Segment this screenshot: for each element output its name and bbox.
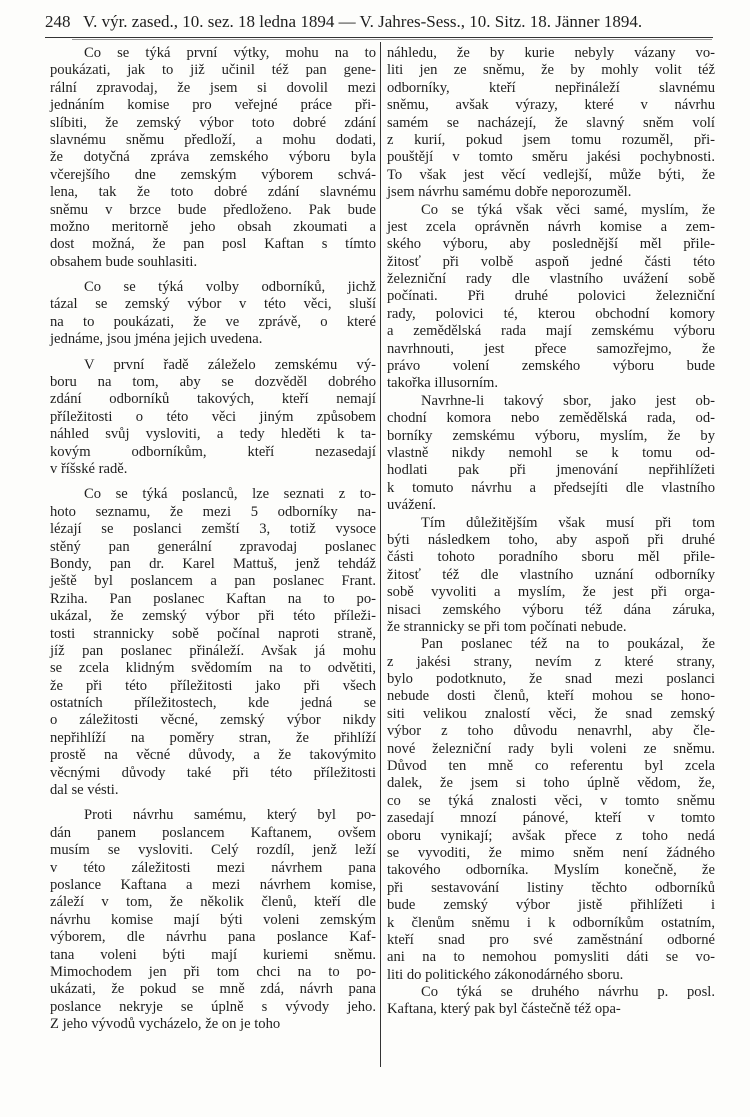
text-line: ského výboru, aby poslednější měl přile- (387, 236, 715, 253)
text-line: o záležitosti věcné, zemský výbor nikdy (50, 712, 376, 729)
text-line: ukázati, že pokud se mně zdá, návrh pana (50, 981, 376, 998)
text-line: možno meritorně jeho obsah zkoumati a (50, 218, 376, 235)
text-line: jednáním komise pro veřejné práce při- (50, 97, 376, 114)
text-line: z jakési strany, nevím z které strany, (387, 653, 715, 670)
text-line: ukázal, že zemský výbor při této příleži- (50, 608, 376, 625)
text-line: náhled svůj vysloviti, a tedy hleděti k ta- (50, 426, 376, 443)
running-title (83, 12, 642, 32)
text-line: Co se týká volby odborníků, jichž (84, 279, 376, 296)
paragraph (387, 984, 715, 1019)
running-title-czech: V. výr. zased., 10. sez. 18 ledna 1894 (83, 12, 335, 31)
text-line: takového odborníka. Myslím konečně, že (387, 862, 715, 879)
text-line: Navrhne-li takový sbor, jako jest ob- (421, 392, 715, 409)
text-line: ani na to nemohou pomysliti dáti se vo- (387, 949, 715, 966)
text-line: Co se týká první výtky, mohu na to (84, 45, 376, 61)
paragraph (50, 486, 376, 799)
text-line: V první řadě záleželo zemskému vý- (84, 356, 376, 373)
text-line: slavnému sněmu předloží, a mohu dodati, (50, 131, 376, 148)
text-line: stěný pan generální zpravodaj poslanec (50, 538, 376, 555)
text-line: k tomuto návrhu a předsejíti dle vlastního (387, 479, 715, 496)
text-line: lézají se poslanci zemští 3, totiž vysoce (50, 521, 376, 538)
text-line: žitosť při volbě aspoň jedné části této (387, 253, 715, 270)
paragraph (50, 45, 376, 271)
text-line: z kurií, pokud jsem tomu rozuměl, při- (387, 131, 715, 148)
text-line: Proti návrhu samému, který byl po- (84, 807, 376, 824)
text-line: nebude dosti členů, kteří mohou se hono- (387, 688, 715, 705)
text-line: záleží v tom, že několik členů, kteří dle (50, 894, 376, 911)
text-line: náhledu, že by kurie nebyly vázany vo- (387, 45, 715, 61)
text-line: samém se nacházejí, že slavný sněm volí (387, 114, 715, 131)
text-line: bude zemský výbor jistě přihlížeti i (387, 897, 715, 914)
paragraph (387, 636, 715, 984)
text-line: že strannicky se při tom počínati nebude. (387, 618, 627, 635)
text-line: návrhu komise mají býti voleni zemským (50, 911, 376, 928)
text-line: při sestavování listiny těchto odborníků (387, 879, 715, 896)
text-line: v říšské radě. (50, 460, 128, 477)
text-line: že dotyčná zpráva zemského výboru byla (50, 149, 376, 166)
text-line: Z jeho vývodů vycházelo, že on je toho (50, 1016, 281, 1033)
text-line: dal se vésti. (50, 782, 119, 799)
text-line: poslance Kaftana a mezi návrhem komise, (50, 876, 376, 893)
text-line: kovým odborníkům, kteří nezasedají (50, 443, 376, 460)
text-line: Co se týká poslanců, lze seznati z to- (84, 486, 376, 503)
text-line: oboru vynikají; avšak přece z toho nedá (387, 827, 715, 844)
paragraph (50, 357, 376, 479)
running-title-separator: — (338, 12, 356, 31)
text-line: že při této příležitosti jako při všech (50, 677, 376, 694)
text-line: jsem návrhu samému dobře neporozuměl. (387, 184, 632, 201)
text-line: Co se týká však věci samé, myslím, že (421, 201, 715, 218)
text-line: žitosť též dle vlastního uznání odborníky (387, 566, 715, 583)
paragraph (387, 515, 715, 637)
text-line: jednáme, jsou jména jejich uvedena. (50, 331, 263, 348)
text-line: hodlati pak při jmenování nepřihlížeti (387, 462, 715, 479)
text-line: navrhnouti, jest přece samozřejmo, že (387, 340, 715, 357)
paragraph (387, 202, 715, 393)
text-line: nové železniční rady byli voleni ze sněmu. (387, 740, 715, 757)
text-line: Tím důležitějším však musí při tom (421, 514, 715, 531)
text-line: dán panem poslancem Kaftanem, ovšem (50, 824, 376, 841)
text-line: vlastně nikdy nemohl se k tomu od- (387, 444, 715, 461)
text-line: výborem, dle návrhu pana poslance Kaf- (50, 929, 376, 946)
text-line: dalek, že jsem si toho úplně vědom, že, (387, 775, 715, 792)
text-line: liti do politického zákonodárného sboru. (387, 966, 624, 983)
text-line: Pan poslanec též na to poukázal, že (421, 636, 715, 653)
page-header (45, 12, 713, 34)
header-rule-secondary (72, 39, 712, 40)
text-line: počínati. Při druhé polovici železniční (387, 288, 715, 305)
running-title-german: V. Jahres-Sess., 10. Sitz. 18. Jänner 1894. (359, 12, 643, 31)
paragraph (387, 393, 715, 515)
text-line: boru na tom, aby se dozvěděl dobrého (50, 374, 376, 391)
text-line: slíbiti, že zemský výbor toto dobré zdání (50, 114, 376, 131)
text-line: poslance nekryje se úplně s vývody jeho. (50, 998, 376, 1015)
text-line: zdání odborníků takových, kteří nemají (50, 391, 376, 408)
text-line: věcnými důvody také při této příležitosti (50, 764, 376, 781)
text-line: včerejšího dne zemským výborem schvá- (50, 166, 376, 183)
text-line: sněmu, avšak výrazy, které v návrhu (387, 97, 715, 114)
text-line: liti jen ze sněmu, že by mohly volit též (387, 62, 715, 79)
text-line: na to poukázati, že ve zprávě, o které (50, 313, 376, 330)
text-line: Rziha. Pan poslanec Kaftan na to po- (50, 590, 376, 607)
text-line: co se týká znalosti věci, v tomto sněmu (387, 792, 715, 809)
text-line: dost možná, že pan posl Kaftan s tímto (50, 236, 376, 253)
column-divider (380, 42, 381, 1067)
text-line: chodní komora nebo zemědělská rada, od- (387, 410, 715, 427)
text-line: sněmu v brzce bude předloženo. Pak bude (50, 201, 376, 218)
text-line: To však jest věcí vedlejší, může býti, že (387, 166, 715, 183)
paragraph (387, 45, 715, 202)
text-line: Důvod ten mně co referentu byl zcela (387, 758, 715, 775)
text-line: rady, polovici té, kterou obchodní komory (387, 305, 715, 322)
text-line: tana voleni býti mají kuriemi sněmu. (50, 946, 376, 963)
text-line: nisaci zemského výboru též dána záruka, (387, 601, 715, 618)
text-line: k členům sněmu i k odborníkům ostatním, (387, 914, 715, 931)
text-line: odborníky, kteří nepřináleží slavnému (387, 79, 715, 96)
text-line: rální zpravodaj, že jsem si dovolil mezi (50, 79, 376, 96)
text-line: siti velikou znalostí věci, že snad zemský (387, 705, 715, 722)
text-line: části tohoto poradního sboru měl přile- (387, 549, 715, 566)
text-line: právo volení zemského výboru bude (387, 358, 715, 375)
text-line: uvážení. (387, 497, 437, 514)
text-line: prostě na věcné důvody, a že takovýmito (50, 747, 376, 764)
left-column (50, 45, 376, 1033)
text-line: borníky zemskému výboru, myslím, že by (387, 427, 715, 444)
page-number: 248 (45, 12, 71, 31)
text-line: výbor z toho důvodu nenavrhl, aby čle- (387, 723, 715, 740)
text-line: hoto seznamu, že mezi 5 odborníky na- (50, 503, 376, 520)
text-line: Bondy, pan dr. Karel Mattuš, jenž tehdáž (50, 555, 376, 572)
text-line: poukázati, jak to již učinil též pan gene- (50, 62, 376, 79)
text-line: Mimochodem jen při tom chci na to po- (50, 963, 376, 980)
text-line: tázal se zemský výbor v této věci, sluší (50, 296, 376, 313)
text-line: takořka illusorním. (387, 375, 499, 392)
text-line: ostatních příležitostech, kde jedná se (50, 695, 376, 712)
text-line: se vyvoditi, že mimo sněm není žádného (387, 844, 715, 861)
text-line: v této záležitosti mezi návrhem pana (50, 859, 376, 876)
paragraph (50, 807, 376, 1033)
text-line: býti následkem toho, aby aspoň při druhé (387, 531, 715, 548)
text-line: sobě vyvoliti a myslím, že jest při orga- (387, 584, 715, 601)
text-line: Co týká se druhého návrhu p. posl. (421, 984, 715, 1001)
text-line: lena, tak že toto dobré zdání slavnému (50, 184, 376, 201)
text-line: kteří snad pro své zaměstnání odborné (387, 931, 715, 948)
text-line: příležitosti o této věci jiným způsobem (50, 408, 376, 425)
header-rule (45, 37, 713, 38)
text-line: ještě byl poslancem a pan poslanec Frant. (50, 573, 376, 590)
right-column (387, 45, 715, 1019)
text-line: pouštějí v tomto směru jakési pochybnosti. (387, 149, 715, 166)
text-line: jest zcela oprávněn návrh komise a zem- (387, 218, 715, 235)
text-line: bylo podotknuto, že snad mezi poslanci (387, 671, 715, 688)
text-line: musím se vysloviti. Celý rozdíl, jenž leží (50, 842, 376, 859)
text-line: tosti strannicky sobě počínal naproti straně, (50, 625, 376, 642)
paragraph (50, 279, 376, 349)
text-line: a zemědělská rada mají zemskému výboru (387, 323, 715, 340)
text-line: železniční rady dle vlastního uvážení sobě (387, 271, 715, 288)
text-line: nepřihlíží na poměry stran, že přihlíží (50, 729, 376, 746)
text-line: zasedají mnozí pánové, kteří v tomto (387, 810, 715, 827)
text-line: se zcela klidným svědomím na to odvětiti, (50, 660, 376, 677)
text-line: Kaftana, který pak byl částečně též opa- (387, 1001, 621, 1018)
text-line: jíž pan poslanec přináleží. Avšak já mohu (50, 642, 376, 659)
text-line: obsahem bude souhlasiti. (50, 253, 198, 270)
